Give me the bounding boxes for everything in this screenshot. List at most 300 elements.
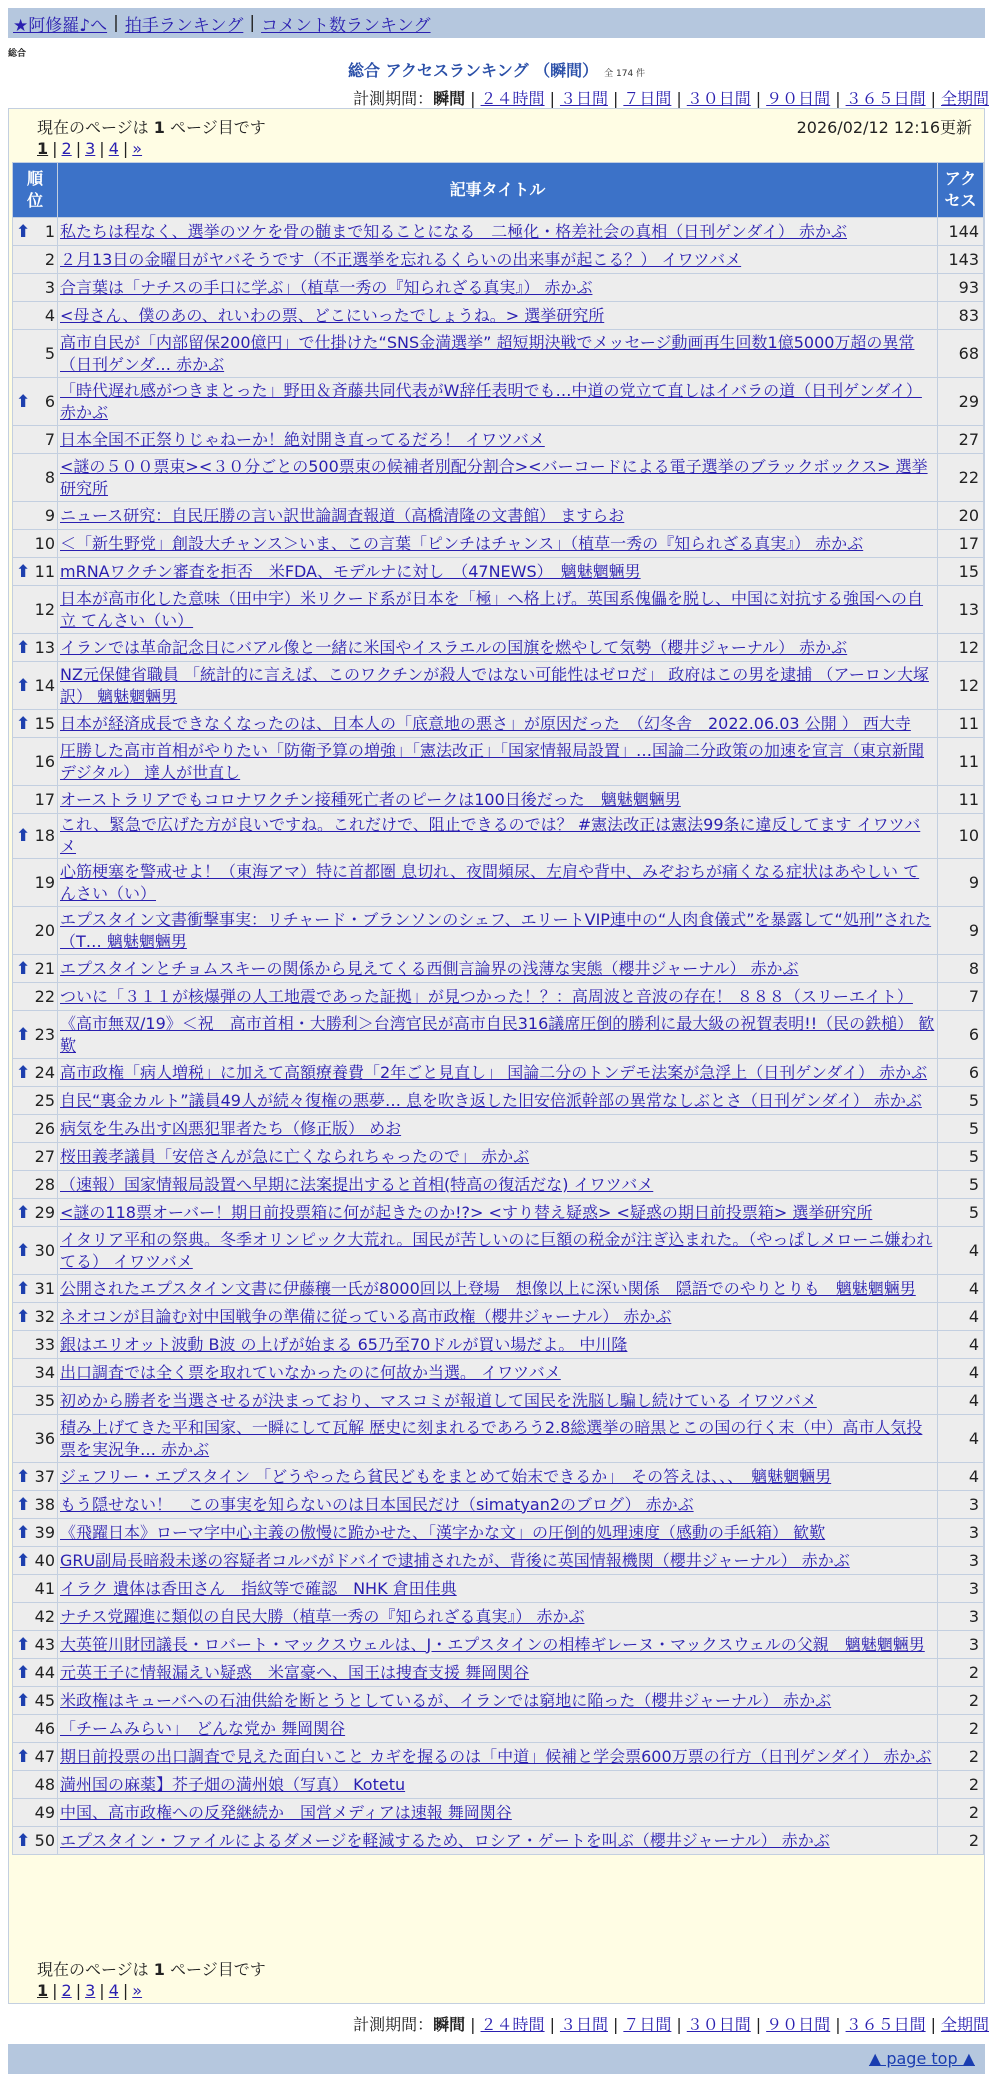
title-cell	[58, 1143, 938, 1171]
page-info-suffix: ページ目です	[170, 1960, 266, 1979]
up-arrow-icon: ⬆	[16, 1634, 31, 1655]
article-title-link[interactable]: エプスタインとチョムスキーの関係から見えてくる西側言論界の浅薄な実態（櫻井ジャーナル） 赤かぶ	[60, 958, 799, 978]
access-count: 9	[938, 859, 984, 907]
table-row	[13, 1547, 984, 1575]
table-row	[13, 1631, 984, 1659]
comment-ranking-link[interactable]: コメント数ランキング	[261, 15, 431, 36]
table-row	[13, 1799, 984, 1827]
article-title-link[interactable]: 自民“裏金カルト”議員49人が続々復権の悪夢… 息を吹き返した旧安倍派幹部の異常なしぶとさ（日刊ゲンダイ） 赤かぶ	[60, 1090, 922, 1110]
article-title-link[interactable]: 合言葉は「ナチスの手口に学ぶ」（植草一秀の『知られざる真実』） 赤かぶ	[60, 277, 593, 297]
table-row	[13, 1087, 984, 1115]
rank-number: 19	[34, 872, 55, 892]
access-count: 2	[938, 1659, 984, 1687]
access-count: 2	[938, 1771, 984, 1799]
rank-cell	[13, 1687, 58, 1715]
pager-page-4[interactable]: 4	[108, 1981, 119, 2000]
rank-cell	[13, 218, 58, 246]
article-title-link[interactable]: 中国、高市政権への反発継続か 国営メディアは速報 舞岡関谷	[60, 1802, 512, 1822]
page-info-top	[37, 115, 266, 138]
rank-cell	[13, 1059, 58, 1087]
rank-number: 6	[44, 391, 55, 411]
rank-number: 1	[44, 221, 55, 241]
article-title-link[interactable]: これ、緊急で広げた方が良いですね。これだけで、阻止できるのでは？ #憲法改正は憲法99条に違反してます イワツバメ	[60, 815, 921, 856]
access-count: 4	[938, 1227, 984, 1275]
article-title-link[interactable]: エプスタイン文書衝撃事実：リチャード・ブランソンのシェフ、エリートVIP連中の“人肉食儀式”を暴露して“処刑”された（T… 魑魅魍魎男	[60, 909, 932, 951]
title-cell	[58, 814, 938, 859]
article-title-link[interactable]: 銀はエリオット波動 B波 の上げが始まる 65乃至70ドルが買い場だよ。 中川隆	[60, 1334, 628, 1354]
rank-number: 27	[34, 1146, 55, 1166]
title-cell	[58, 330, 938, 378]
access-count: 68	[938, 330, 984, 378]
access-count: 11	[938, 786, 984, 814]
up-arrow-icon: ⬆	[16, 1240, 31, 1261]
article-title-link[interactable]: <謎の５００票束><３０分ごとの500票束の候補者別配分割合><バーコードによる電子選挙のブラックボックス> 選挙研究所	[60, 456, 928, 498]
period-link-3[interactable]: ７日間	[623, 2015, 672, 2034]
rank-cell	[13, 454, 58, 502]
table-row	[13, 1011, 984, 1059]
access-count: 5	[938, 1087, 984, 1115]
table-row	[13, 1415, 984, 1463]
total-count: 全 174 件	[604, 69, 646, 79]
title-cell	[58, 1275, 938, 1303]
table-row	[13, 983, 984, 1011]
article-title-link[interactable]: 米政権はキューバへの石油供給を断とうとしているが、イランでは窮地に陥った（櫻井ジャーナル） 赤かぶ	[60, 1690, 832, 1710]
up-arrow-icon: ⬆	[16, 1830, 31, 1851]
article-title-link[interactable]: 高市自民が「内部留保200億円」で仕掛けた“SNS金満選挙” 超短期決戦でメッセージ動画再生回数1億5000万超の異常（日刊ゲンダ… 赤かぶ	[60, 332, 915, 374]
rank-number: 28	[34, 1174, 55, 1194]
pager-page-3[interactable]: 3	[85, 139, 96, 158]
title-cell	[58, 302, 938, 330]
table-row	[13, 1603, 984, 1631]
access-count: 4	[938, 1331, 984, 1359]
rank-cell	[13, 662, 58, 710]
article-title-link[interactable]: 桜田義孝議員「安倍さんが急に亡くなられちゃったので」 赤かぶ	[60, 1146, 530, 1166]
article-title-link[interactable]: （速報）国家情報局設置へ早期に法案提出すると首相(特高の復活だな) イワツバメ	[60, 1174, 654, 1194]
table-row	[13, 1715, 984, 1743]
article-title-link[interactable]: もう隠せない！ この事実を知らないのは日本国民だけ（simatyan2のブログ） 赤かぶ	[60, 1494, 694, 1514]
title-cell	[58, 530, 938, 558]
nav-separator: |	[113, 13, 119, 33]
table-row	[13, 1199, 984, 1227]
rank-number: 10	[34, 533, 55, 553]
article-title-link[interactable]: GRU副局長暗殺未遂の容疑者コルバがドバイで逮捕されたが、背後に英国情報機関（櫻井ジャーナル） 赤かぶ	[60, 1550, 850, 1570]
access-count: 3	[938, 1603, 984, 1631]
rank-number: 48	[34, 1774, 55, 1794]
rank-number: 23	[34, 1024, 55, 1044]
article-title-link[interactable]: ついに「３１１が核爆弾の人工地震であった証拠」が見つかった！？：高周波と音波の存在！ ８８８（スリーエイト）	[60, 986, 913, 1006]
up-arrow-icon: ⬆	[16, 675, 31, 696]
title-cell	[58, 1491, 938, 1519]
rank-cell	[13, 1575, 58, 1603]
rank-cell	[13, 1491, 58, 1519]
table-row	[13, 1303, 984, 1331]
title-cell	[58, 1743, 938, 1771]
rank-number: 13	[34, 637, 55, 657]
rank-number: 45	[34, 1690, 55, 1710]
table-row	[13, 738, 984, 786]
up-arrow-icon: ⬆	[16, 826, 31, 846]
rank-number: 30	[34, 1240, 55, 1260]
title-cell	[58, 1603, 938, 1631]
article-title-link[interactable]: 《飛躍日本》ローマ字中心主義の傲慢に跪かせた、「漢字かな文」の圧倒的処理速度（感動の手紙箱） 歓歎	[60, 1522, 826, 1542]
title-cell	[58, 1827, 938, 1855]
pager-next[interactable]: »	[132, 1981, 143, 2000]
rank-number: 25	[34, 1090, 55, 1110]
rank-cell	[13, 738, 58, 786]
access-count: 12	[938, 662, 984, 710]
table-row	[13, 859, 984, 907]
rank-cell	[13, 1199, 58, 1227]
access-count: 4	[938, 1387, 984, 1415]
article-title-link[interactable]: イタリア平和の祭典。冬季オリンピック大荒れ。国民が苦しいのに巨額の税金が注ぎ込まれた。（やっぱしメローニ嫌われてる） イワツバメ	[60, 1229, 933, 1271]
article-title-link[interactable]: オーストラリアでもコロナワクチン接種死亡者のピークは100日後だった 魑魅魍魎男	[60, 789, 681, 809]
article-title-link[interactable]: 満州国の麻薬】芥子畑の満州娘（写真） Kotetu	[60, 1774, 406, 1794]
title-cell	[58, 1631, 938, 1659]
access-header-label: アク セス	[944, 169, 977, 210]
rank-cell	[13, 710, 58, 738]
period-link-5[interactable]: ９０日間	[766, 89, 831, 108]
rank-cell	[13, 246, 58, 274]
table-row	[13, 1463, 984, 1491]
rank-cell	[13, 1415, 58, 1463]
rank-cell	[13, 586, 58, 634]
rank-number: 5	[44, 343, 55, 363]
rank-cell	[13, 378, 58, 426]
up-arrow-icon: ⬆	[16, 221, 31, 242]
rank-cell	[13, 1011, 58, 1059]
access-count: 11	[938, 710, 984, 738]
table-row	[13, 1771, 984, 1799]
title-cell	[58, 502, 938, 530]
period-link-2[interactable]: ３日間	[559, 89, 608, 108]
period-nav-top	[353, 86, 989, 109]
period-separator: |	[930, 2015, 936, 2034]
title-cell	[58, 1771, 938, 1799]
pager-separator: |	[99, 1981, 105, 2000]
rank-cell	[13, 558, 58, 586]
article-title-link[interactable]: ネオコンが目論む対中国戦争の準備に従っている高市政権（櫻井ジャーナル） 赤かぶ	[60, 1306, 672, 1326]
rank-number: 32	[34, 1306, 55, 1326]
title-cell	[58, 859, 938, 907]
rank-cell	[13, 1799, 58, 1827]
pager-page-4[interactable]: 4	[108, 139, 119, 158]
article-title-link[interactable]: 「時代遅れ感がつきまとった」野田＆斉藤共同代表がW辞任表明でも…中道の党立て直しはイバラの道（日刊ゲンダイ） 赤かぶ	[60, 380, 922, 422]
period-link-7[interactable]: 全期間	[940, 2015, 989, 2034]
table-row	[13, 1687, 984, 1715]
page-top-link[interactable]: ▲ page top ▲	[868, 2049, 975, 2068]
pager-page-2[interactable]: 2	[61, 139, 72, 158]
article-title-link[interactable]: 期日前投票の出口調査で見えた面白いこと カギを握るのは「中道」候補と学会票600万票の行方（日刊ゲンダイ） 赤かぶ	[60, 1746, 932, 1766]
rank-number: 18	[34, 826, 55, 845]
title-cell	[58, 1303, 938, 1331]
up-arrow-icon: ⬆	[16, 958, 31, 979]
title-cell	[58, 454, 938, 502]
access-count: 4	[938, 1359, 984, 1387]
rank-cell	[13, 1519, 58, 1547]
rank-cell	[13, 859, 58, 907]
table-row	[13, 1331, 984, 1359]
period-separator: |	[835, 89, 841, 108]
access-count: 22	[938, 454, 984, 502]
article-title-link[interactable]: 《高市無双/19》＜祝 高市首相・大勝利＞台湾官民が高市自民316議席圧倒的勝利に最大級の祝賀表明!!（民の鉄槌） 歓歎	[60, 1013, 935, 1055]
rank-cell	[13, 1331, 58, 1359]
rank-number: 44	[34, 1662, 55, 1682]
access-count: 10	[938, 814, 984, 859]
rank-cell	[13, 1359, 58, 1387]
access-count: 93	[938, 274, 984, 302]
article-title-link[interactable]: 病気を生み出す凶悪犯罪者たち（修正版） めお	[60, 1118, 402, 1138]
rank-number: 8	[44, 467, 55, 487]
access-count: 15	[938, 558, 984, 586]
rank-cell	[13, 274, 58, 302]
article-title-link[interactable]: ジェフリー・エプスタイン 「どうやったら貧民どもをまとめて始末できるか」 その答えは、、、 魑魅魍魎男	[60, 1466, 832, 1486]
period-separator: |	[612, 89, 619, 108]
rank-cell	[13, 426, 58, 454]
period-label: 計測期間：	[353, 89, 434, 108]
period-link-1[interactable]: ２４時間	[480, 89, 545, 108]
title-cell	[58, 586, 938, 634]
pager-separator: |	[75, 1981, 82, 2000]
article-title-link[interactable]: 圧勝した高市首相がやりたい「防衛予算の増強」「憲法改正」「国家情報局設置」…国論二分政策の加速を宣言（東京新聞デジタル） 達人が世直し	[60, 740, 925, 782]
rank-cell	[13, 1603, 58, 1631]
table-row	[13, 634, 984, 662]
access-count: 83	[938, 302, 984, 330]
rank-number: 43	[34, 1634, 55, 1654]
table-row	[13, 1143, 984, 1171]
rank-cell	[13, 1227, 58, 1275]
rank-number: 38	[34, 1494, 55, 1514]
article-title-link[interactable]: イランでは革命記念日にバアル像と一緒に米国やイスラエルの国旗を燃やして気勢（櫻井ジャーナル） 赤かぶ	[60, 637, 848, 657]
article-title-link[interactable]: 初めから勝者を当選させるが決まっており、マスコミが報道して国民を洗脳し騙し続けている イワツバメ	[60, 1390, 817, 1410]
rank-number: 2	[44, 249, 55, 269]
article-title-link[interactable]: 積み上げてきた平和国家、一瞬にして瓦解 歴史に刻まれるであろう2.8総選挙の暗黒とこの国の行く末（中）高市人気投票を実況争… 赤かぶ	[60, 1417, 923, 1459]
table-row	[13, 1827, 984, 1855]
rank-cell	[13, 1771, 58, 1799]
article-title-link[interactable]: 元英王子に情報漏えい疑惑 米富豪へ、国王は捜査支援 舞岡関谷	[60, 1662, 530, 1682]
table-row	[13, 1275, 984, 1303]
article-title-link[interactable]: 出口調査では全く票を取れていなかったのに何故か当選。 イワツバメ	[60, 1362, 561, 1382]
home-link[interactable]: ★阿修羅♪へ	[13, 15, 108, 36]
rank-number: 16	[34, 751, 55, 771]
pager-next[interactable]: »	[132, 139, 143, 158]
page-info-bottom	[37, 1957, 266, 1980]
period-link-2[interactable]: ３日間	[559, 2015, 608, 2034]
period-link-6[interactable]: ３６５日間	[845, 2015, 926, 2034]
rank-number: 21	[34, 958, 55, 978]
rank-number: 35	[34, 1390, 55, 1410]
period-separator: |	[755, 89, 762, 108]
pager-top	[37, 139, 142, 158]
article-title-link[interactable]: イラク 遺体は香田さん 指紋等で確認 NHK 倉田佳典	[60, 1578, 457, 1598]
pager-separator: |	[52, 139, 58, 158]
top-nav-bar	[8, 8, 985, 38]
rank-number: 33	[34, 1334, 55, 1354]
title-cell	[58, 426, 938, 454]
article-title-link[interactable]: ナチス党躍進に類似の自民大勝（植草一秀の『知られざる真実』） 赤かぶ	[60, 1606, 585, 1626]
title-cell	[58, 1575, 938, 1603]
period-link-5[interactable]: ９０日間	[766, 2015, 831, 2034]
title-cell	[58, 955, 938, 983]
title-cell	[58, 218, 938, 246]
up-arrow-icon: ⬆	[16, 1522, 31, 1543]
article-title-link[interactable]: 「チームみらい」 どんな党か 舞岡関谷	[60, 1718, 346, 1738]
period-separator: |	[549, 89, 555, 108]
rank-number: 34	[34, 1362, 55, 1382]
page-info-prefix: 現在のページは	[37, 1960, 149, 1979]
article-title-link[interactable]: NZ元保健省職員 「統計的に言えば、このワクチンが殺人ではない可能性はゼロだ」 政府はこの男を逮捕 （アーロン大塚訳） 魑魅魍魎男	[60, 664, 929, 706]
rank-cell	[13, 530, 58, 558]
article-title-link[interactable]: mRNAワクチン審査を拒否 米FDA、モデルナに対し （47NEWS） 魑魅魍魎男	[60, 561, 641, 581]
up-arrow-icon: ⬆	[16, 713, 31, 734]
rank-number: 12	[34, 599, 55, 619]
article-title-link[interactable]: 大英笹川財団議長・ロバート・マックスウェルは、J・エプスタインの相棒ギレーヌ・マックスウェルの父親 魑魅魍魎男	[60, 1634, 925, 1654]
article-title-link[interactable]: 私たちは程なく、選挙のツケを骨の髄まで知ることになる 二極化・格差社会の真相（日刊ゲンダイ） 赤かぶ	[60, 221, 848, 241]
title-cell	[58, 1463, 938, 1491]
title-cell	[58, 1359, 938, 1387]
title-column-header: 記事タイトル	[58, 163, 938, 218]
table-row	[13, 1491, 984, 1519]
access-count: 4	[938, 1303, 984, 1331]
rank-cell	[13, 1115, 58, 1143]
article-title-link[interactable]: 日本全国不正祭りじゃねーか！絶対開き直ってるだろ！ イワツバメ	[60, 429, 545, 449]
article-title-link[interactable]: 日本が経済成長できなくなったのは、日本人の「底意地の悪さ」が原因だった （幻冬舎 2022.06.03 公開 ） 西大寺	[60, 713, 911, 733]
period-separator: |	[549, 2015, 555, 2034]
rank-number: 3	[44, 277, 55, 297]
rank-number: 37	[34, 1466, 55, 1486]
article-title-link[interactable]: ２月13日の金曜日がヤバそうです（不正選挙を忘れるくらいの出来事が起こる？） イワツバメ	[60, 249, 742, 269]
title-cell	[58, 1799, 938, 1827]
article-title-link[interactable]: 公開されたエプスタイン文書に伊藤穰一氏が8000回以上登場 想像以上に深い関係 隠語でのやりとりも 魑魅魍魎男	[60, 1278, 916, 1298]
rank-number: 24	[34, 1062, 55, 1082]
updated-time: 2026/02/12 12:16更新	[796, 118, 972, 137]
title-cell	[58, 1227, 938, 1275]
rank-cell	[13, 1387, 58, 1415]
rank-cell	[13, 1743, 58, 1771]
title-cell	[58, 1171, 938, 1199]
up-arrow-icon: ⬆	[16, 637, 31, 658]
rank-number: 20	[34, 920, 55, 940]
pager-separator: |	[52, 1981, 58, 2000]
pager-separator: |	[75, 139, 82, 158]
access-count: 2	[938, 1799, 984, 1827]
title-cell	[58, 662, 938, 710]
article-title-link[interactable]: ＜「新生野党」創設大チャンス＞いま、この言葉「ピンチはチャンス」（植草一秀の『知られざる真実』） 赤かぶ	[60, 533, 864, 553]
access-count: 3	[938, 1575, 984, 1603]
table-row	[13, 1743, 984, 1771]
period-link-4[interactable]: ３０日間	[686, 89, 751, 108]
up-arrow-icon: ⬆	[16, 1550, 31, 1571]
title-cell	[58, 1387, 938, 1415]
period-link-7[interactable]: 全期間	[940, 89, 989, 108]
title-cell	[58, 1115, 938, 1143]
table-row	[13, 907, 984, 955]
period-link-4[interactable]: ３０日間	[686, 2015, 751, 2034]
rank-number: 36	[34, 1428, 55, 1448]
article-title-link[interactable]: 日本が高市化した意味（田中宇）米リクード系が日本を「極」へ格上げ。英国系傀儡を脱し、中国に対抗する強国への自立 てんさい（い）	[60, 588, 924, 630]
table-row	[13, 786, 984, 814]
period-current: 瞬間	[433, 89, 466, 108]
rank-number: 4	[44, 305, 55, 325]
period-link-1[interactable]: ２４時間	[480, 2015, 545, 2034]
access-count: 144	[938, 218, 984, 246]
period-separator: |	[676, 89, 682, 108]
rank-cell	[13, 814, 58, 859]
access-count: 6	[938, 1011, 984, 1059]
access-count: 13	[938, 586, 984, 634]
article-title-link[interactable]: ニュース研究：自民圧勝の言い訳世論調査報道（高橋清隆の文書館） ますらお	[60, 505, 625, 525]
rank-number: 22	[34, 986, 55, 1006]
table-row	[13, 1519, 984, 1547]
rank-number: 50	[34, 1830, 55, 1850]
access-count: 3	[938, 1491, 984, 1519]
rank-cell	[13, 983, 58, 1011]
article-title-link[interactable]: 心筋梗塞を警戒せよ！（東海アマ）特に首都圏 息切れ、夜間頻尿、左肩や背中、みぞおちが痛くなる症状はあやしい てんさい（い）	[60, 861, 920, 903]
period-current: 瞬間	[433, 2015, 466, 2034]
table-row	[13, 378, 984, 426]
pager-page-2[interactable]: 2	[61, 1981, 72, 2000]
rank-cell	[13, 302, 58, 330]
page-title-text: 総合 アクセスランキング （瞬間）	[347, 61, 599, 80]
rank-number: 7	[44, 429, 55, 449]
period-link-6[interactable]: ３６５日間	[845, 89, 926, 108]
title-cell	[58, 1331, 938, 1359]
applause-ranking-link[interactable]: 拍手ランキング	[124, 15, 244, 36]
article-title-link[interactable]: <母さん、僕のあの、れいわの票、どこにいったでしょうね。> 選挙研究所	[60, 305, 605, 325]
page-info-number: 1	[153, 118, 165, 137]
access-count: 2	[938, 1743, 984, 1771]
pager-page-3[interactable]: 3	[85, 1981, 96, 2000]
access-count: 3	[938, 1631, 984, 1659]
table-row	[13, 502, 984, 530]
category-label: 総合	[8, 49, 27, 59]
rank-cell	[13, 502, 58, 530]
access-count: 143	[938, 246, 984, 274]
access-count: 2	[938, 1715, 984, 1743]
access-column-header	[938, 163, 984, 218]
article-title-link[interactable]: エプスタイン・ファイルによるダメージを軽減するため、ロシア・ゲートを叫ぶ（櫻井ジャーナル） 赤かぶ	[60, 1830, 830, 1850]
rank-header-label: 順 位	[26, 169, 43, 210]
access-count: 7	[938, 983, 984, 1011]
rank-cell	[13, 786, 58, 814]
rank-cell	[13, 1275, 58, 1303]
table-row	[13, 586, 984, 634]
title-cell	[58, 907, 938, 955]
table-row	[13, 530, 984, 558]
title-cell	[58, 274, 938, 302]
access-count: 4	[938, 1415, 984, 1463]
table-row	[13, 1171, 984, 1199]
rank-number: 17	[34, 789, 55, 809]
rank-number: 49	[34, 1802, 55, 1822]
rank-number: 26	[34, 1118, 55, 1138]
rank-cell	[13, 330, 58, 378]
up-arrow-icon: ⬆	[16, 1306, 31, 1327]
title-cell	[58, 1715, 938, 1743]
page-info-prefix: 現在のページは	[37, 118, 149, 137]
article-title-link[interactable]: <謎の118票オーバー！期日前投票箱に何が起きたのか!?> <すり替え疑惑> <疑惑の期日前投票箱> 選挙研究所	[60, 1202, 873, 1222]
access-count: 5	[938, 1199, 984, 1227]
rank-number: 47	[34, 1746, 55, 1766]
nav-separator: |	[249, 13, 256, 33]
period-link-3[interactable]: ７日間	[623, 89, 672, 108]
access-count: 8	[938, 955, 984, 983]
access-count: 5	[938, 1115, 984, 1143]
up-arrow-icon: ⬆	[16, 1278, 31, 1299]
article-title-link[interactable]: 高市政権「病人増税」に加えて高額療養費「2年ごと見直し」 国論二分のトンデモ法案が急浮上（日刊ゲンダイ） 赤かぶ	[60, 1062, 928, 1082]
pager-separator: |	[99, 139, 105, 158]
title-cell	[58, 246, 938, 274]
table-row	[13, 1359, 984, 1387]
